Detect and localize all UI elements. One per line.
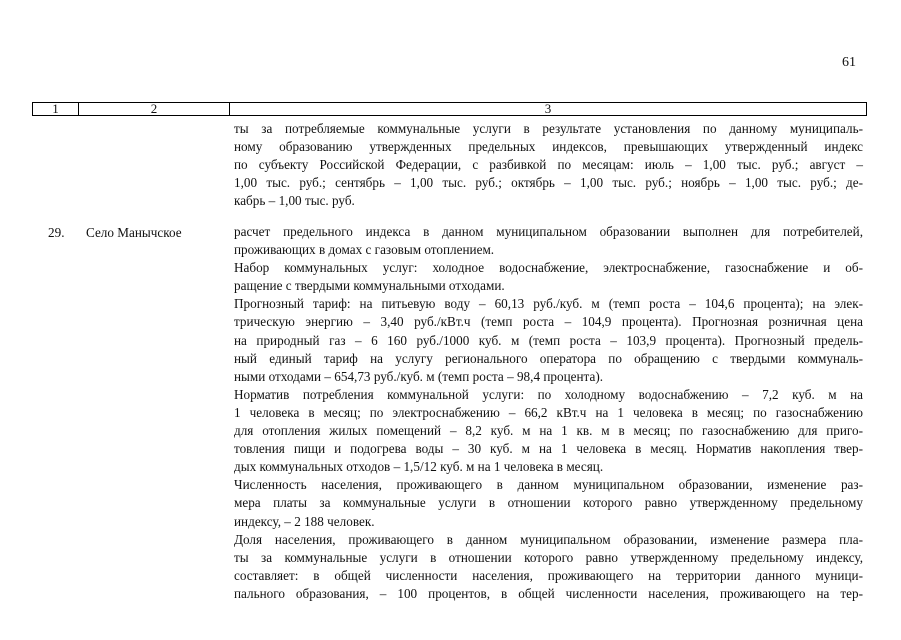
text-line: ными отходами – 654,73 руб./куб. м (темп роста – 98,4 процента). bbox=[234, 368, 604, 384]
text-line: на природный газ – 6 160 руб./1000 куб. м (темп роста – 103,9 процента). Прогнозный предель- bbox=[234, 332, 863, 348]
text-line: Прогнозный тариф: на питьевую воду – 60,13 руб./куб. м (темп роста – 104,6 процента); на элек- bbox=[234, 296, 863, 312]
text-line: мера платы за коммунальные услуги в отношении которого равно утвержденному предельному bbox=[234, 495, 863, 511]
text-line: кабрь – 1,00 тыс. руб. bbox=[234, 193, 355, 209]
text-line: проживающих в домах с газовым отоплением. bbox=[234, 242, 495, 258]
paragraph-services bbox=[234, 259, 863, 295]
page-number: 61 bbox=[842, 55, 856, 70]
paragraph-norms bbox=[234, 386, 863, 476]
row-description bbox=[234, 223, 863, 603]
text-line: Норматив потребления коммунальной услуги: по холодному водоснабжению – 7,2 куб. м на bbox=[234, 386, 863, 402]
text-line: 1,00 тыс. руб.; сентябрь – 1,00 тыс. руб.; октябрь – 1,00 тыс. руб.; ноябрь – 1,00 тыс. руб.; де- bbox=[234, 175, 863, 191]
text-line: товления пищи и подогрева воды – 30 куб. м на 1 человека в месяц. Норматив накопления твер- bbox=[234, 441, 863, 457]
paragraph-population bbox=[234, 476, 863, 530]
table-header bbox=[32, 102, 867, 116]
text-line: трическую энергию – 3,40 руб./кВт.ч (темп роста – 104,9 процента). Прогнозная розничная цена bbox=[234, 314, 863, 330]
paragraph-tariff bbox=[234, 295, 863, 385]
row-name: Село Манычское bbox=[86, 225, 182, 240]
text-line: индексу, – 2 188 человек. bbox=[234, 513, 375, 529]
paragraph-calculation bbox=[234, 223, 863, 259]
text-line: ращение с твердыми коммунальными отходами. bbox=[234, 278, 505, 294]
text-line: 1 человека в месяц; по электроснабжению – 66,2 кВт.ч на 1 человека в месяц; по газоснабжению bbox=[234, 404, 863, 420]
paragraph-population-share bbox=[234, 531, 863, 603]
table-header-col-3: 3 bbox=[544, 101, 552, 116]
text-line: Численность населения, проживающего в данном муниципальном образовании, изменение раз- bbox=[234, 477, 863, 493]
continuation-text bbox=[234, 120, 863, 210]
text-line: ты за коммунальные услуги в отношении которого равно утвержденному предельному индексу, bbox=[234, 549, 863, 565]
row-number: 29. bbox=[48, 225, 65, 240]
table-header-col-2: 2 bbox=[79, 103, 230, 115]
text-line: расчет предельного индекса в данном муниципальном образовании выполнен для потребителей, bbox=[234, 224, 863, 239]
table-header-col-1: 1 bbox=[33, 103, 79, 115]
text-line: ты за потребляемые коммунальные услуги в результате установления по данному муниципаль- bbox=[234, 121, 863, 136]
text-line: составляет: в общей численности населения, проживающего на территории данного муници- bbox=[234, 567, 863, 583]
text-line: пального образования, – 100 процентов, в общей численности населения, проживающего на тер- bbox=[234, 585, 863, 601]
text-line: Доля населения, проживающего в данном муниципальном образовании, изменение размера пла- bbox=[234, 531, 863, 547]
text-line: ному образованию утвержденных предельных индексов, превышающих утвержденный индекс bbox=[234, 139, 863, 155]
text-line: дых коммунальных отходов – 1,5/12 куб. м на 1 человека в месяц. bbox=[234, 459, 604, 475]
text-line: ный единый тариф на услугу регионального оператора по обращению с твердыми коммуналь- bbox=[234, 350, 863, 366]
text-line: для отопления жилых помещений – 8,2 куб. м на 1 кв. м в месяц; по газоснабжению для приго- bbox=[234, 423, 863, 439]
text-line: по субъекту Российской Федерации, с разбивкой по месяцам: июль – 1,00 тыс. руб.; август – bbox=[234, 157, 863, 173]
text-line: Набор коммунальных услуг: холодное водоснабжение, электроснабжение, газоснабжение и об- bbox=[234, 260, 863, 276]
